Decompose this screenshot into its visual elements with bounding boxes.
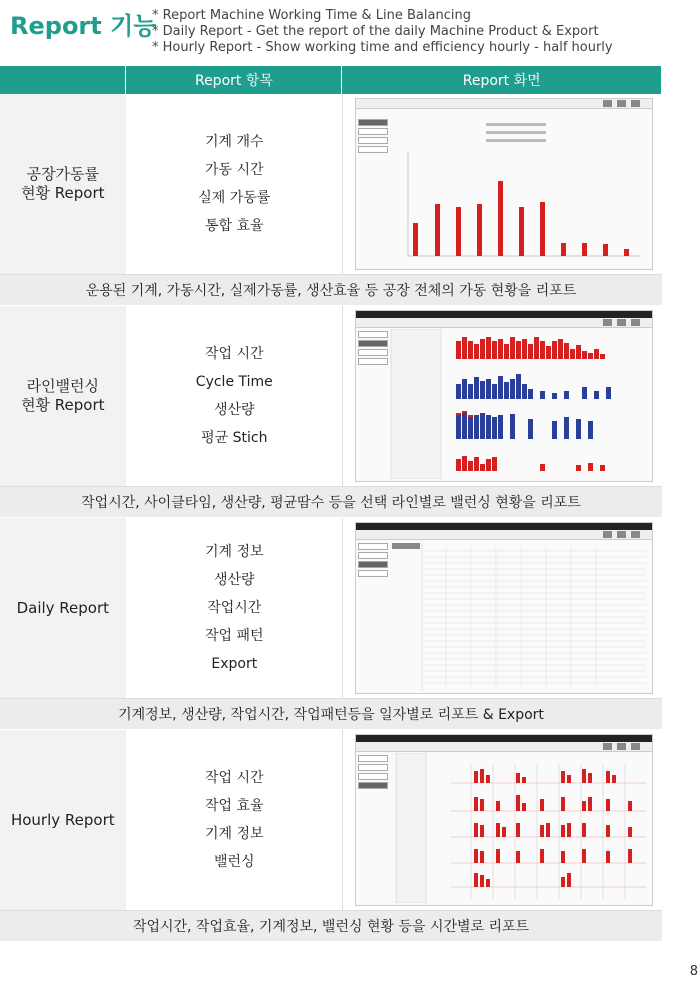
row-summary: 운용된 기계, 가동시간, 실제가동률, 생산효율 등 공장 전체의 가동 현황을 리포트	[0, 275, 662, 306]
page-header	[0, 0, 700, 66]
row-name: Daily Report	[0, 518, 127, 698]
table-header	[0, 66, 662, 94]
item: 평균 Stich	[201, 430, 268, 446]
desc-line-1: * Report Machine Working Time & Line Balancing	[152, 8, 471, 23]
page-title: Report 기능	[10, 12, 157, 40]
item: 가동 시간	[205, 162, 264, 178]
row-items	[127, 730, 343, 910]
desc-line-2: * Daily Report - Get the report of the daily Machine Product & Export	[152, 24, 599, 39]
screenshot-thumbnail	[355, 734, 653, 906]
item: 통합 효율	[205, 218, 264, 234]
screenshot-thumbnail	[355, 522, 653, 694]
item: 작업시간	[207, 600, 262, 616]
row-name: 공장가동률 현황 Report	[0, 94, 127, 274]
item: 기계 개수	[205, 134, 264, 150]
screenshot-cell	[343, 94, 662, 274]
item: 실제 가동률	[198, 190, 271, 206]
item: Cycle Time	[195, 374, 273, 390]
header-description	[152, 8, 613, 56]
header-blank	[0, 66, 126, 94]
screenshot-thumbnail	[355, 310, 653, 482]
row-name: 라인밸런싱 현황 Report	[0, 306, 127, 486]
header-item: Report 항목	[126, 66, 342, 94]
item: 기계 정보	[205, 826, 264, 842]
row-name: Hourly Report	[0, 730, 127, 910]
item: 기계 정보	[205, 544, 264, 560]
screenshot-thumbnail	[355, 98, 653, 270]
table-row	[0, 306, 662, 487]
table-row	[0, 94, 662, 275]
screenshot-cell	[343, 306, 662, 486]
desc-line-3: * Hourly Report - Show working time and efficiency hourly - half hourly	[152, 40, 613, 55]
row-items	[127, 518, 343, 698]
item: 작업 시간	[205, 346, 264, 362]
row-items	[127, 306, 343, 486]
screenshot-cell	[343, 730, 662, 910]
table-row	[0, 730, 662, 911]
item: 작업 패턴	[205, 628, 264, 644]
item: Export	[211, 656, 258, 672]
report-table	[0, 66, 662, 942]
row-summary: 기계정보, 생산량, 작업시간, 작업패턴등을 일자별로 리포트 & Export	[0, 699, 662, 730]
item: 작업 효율	[205, 798, 264, 814]
item: 작업 시간	[205, 770, 264, 786]
header-screen: Report 화면	[342, 66, 662, 94]
row-items	[127, 94, 343, 274]
item: 밸런싱	[214, 854, 255, 870]
row-summary: 작업시간, 사이클타임, 생산량, 평균땀수 등을 선택 라인별로 밸런싱 현황을 리포트	[0, 487, 662, 518]
page-number: 8	[689, 964, 698, 979]
row-summary: 작업시간, 작업효율, 기계정보, 밸런싱 현황 등을 시간별로 리포트	[0, 911, 662, 942]
item: 생산량	[214, 572, 255, 588]
screenshot-cell	[343, 518, 662, 698]
table-row	[0, 518, 662, 699]
item: 생산량	[214, 402, 255, 418]
